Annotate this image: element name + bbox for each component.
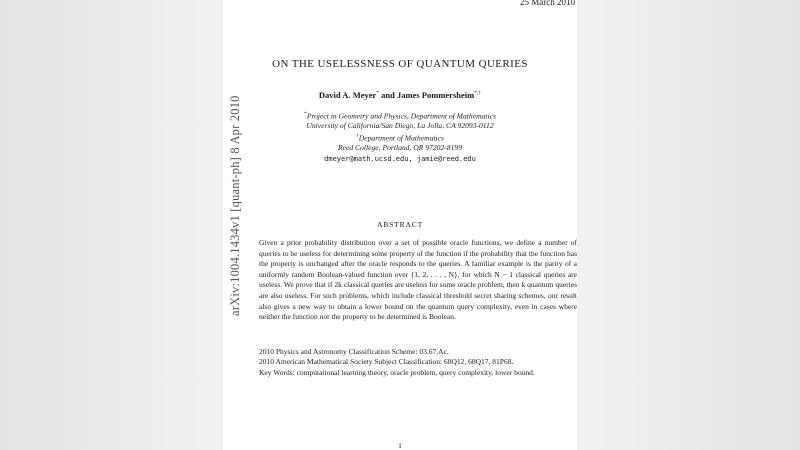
affiliation-1-line-2: University of California/San Diego, La Jolla, CA 92093-0112 (306, 121, 494, 130)
page-number: 1 (398, 441, 402, 450)
affiliation-mark: † (356, 133, 359, 139)
affiliation-2-line-1: †Department of Mathematics (356, 133, 444, 143)
abstract-body: Given a prior probability distribution over a set of possible oracle functions, we define a number of queries to be useless for determining some property of the function if the probability that the function has the property is unchanged after the oracle responds to the queries. A familiar example is the parity of a uniformly random Boolean-valued function over {1, 2, . . . , N}, for which N − 1 classical queries are useless. We prove that if 2k classical queries are useless for some oracle problem, then k quantum queries are also useless. For such problems, which include classical threshold secret sharing schemes, our result also gives a new way to obtain a lower bound on the quantum query complexity, even in cases where neither the function nor the property to be determined is Boolean. (259, 238, 577, 322)
author-name: James Pommersheim (397, 90, 475, 100)
author-emails: dmeyer@math.ucsd.edu, jamie@reed.edu (324, 155, 476, 163)
author-line (223, 90, 577, 100)
paper-page (223, 0, 577, 450)
key-words: Key Words: computational learning theory, oracle problem, query complexity, lower bound. (259, 368, 535, 377)
paper-title: ON THE USELESSNESS OF QUANTUM QUERIES (272, 58, 528, 70)
pacs-classification: 2010 Physics and Astronomy Classification Scheme: 03.67.Ac. (259, 347, 449, 356)
right-margin-background (577, 0, 800, 450)
header-date: 25 March 2010 (520, 0, 575, 7)
arxiv-stamp: arXiv:1004.1434v1 [quant-ph] 8 Apr 2010 (228, 95, 242, 316)
left-margin-background (0, 0, 223, 450)
author-mark: * (376, 90, 380, 97)
author-mark: *,† (474, 90, 482, 97)
author-joiner: and (379, 90, 398, 100)
msc-classification: 2010 American Mathematical Society Subject Classification: 68Q12, 68Q17, 81P68. (259, 357, 514, 366)
affiliation-mark: * (304, 111, 307, 117)
affiliation-1-line-1: *Project in Geometry and Physics, Department of Mathematics (304, 111, 496, 121)
author-name: David A. Meyer (318, 90, 377, 100)
affiliation-2-line-2: Reed College, Portland, OR 97202-8199 (337, 143, 462, 152)
abstract-heading: ABSTRACT (376, 220, 424, 229)
